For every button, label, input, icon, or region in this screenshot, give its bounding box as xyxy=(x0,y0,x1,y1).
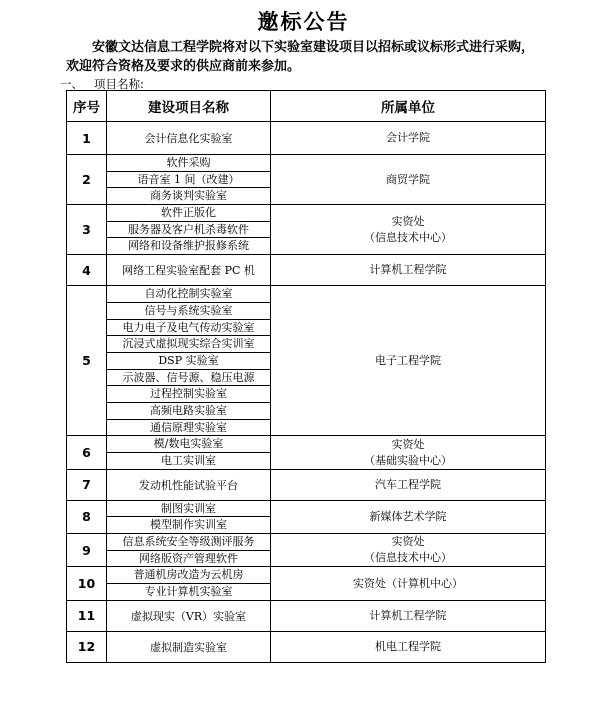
project-cell xyxy=(107,255,271,286)
project-name: 软件采购 xyxy=(166,156,211,169)
project-name: 服务器及客户机杀毒软件 xyxy=(107,221,270,238)
project-name: 示波器、信号源、稳压电源 xyxy=(107,369,270,386)
project-name: 软件正版化 xyxy=(161,206,216,220)
table-row xyxy=(67,567,546,600)
unit-name: （信息技术中心） xyxy=(364,230,452,244)
unit-name: 汽车工程学院 xyxy=(375,477,441,491)
project-name: 过程控制实验室 xyxy=(107,385,270,402)
project-name: 会计信息化实验室 xyxy=(144,132,233,145)
project-name: 普通机房改造为云机房 xyxy=(133,568,244,582)
project-cell xyxy=(107,500,271,533)
row-number: 12 xyxy=(67,631,107,662)
project-name: 虚拟现实（VR）实验室 xyxy=(130,609,247,623)
row-number: 9 xyxy=(67,534,107,567)
unit-cell xyxy=(271,500,546,533)
unit-cell xyxy=(271,600,546,631)
project-cell xyxy=(107,631,271,662)
table-row xyxy=(67,255,546,286)
project-name: 商务谈判实验室 xyxy=(107,187,270,204)
table-row xyxy=(67,500,546,533)
unit-cell xyxy=(271,469,546,500)
project-cell xyxy=(107,469,271,500)
unit-cell xyxy=(271,205,546,255)
row-number: 1 xyxy=(67,122,107,155)
section-label: 项目名称: xyxy=(94,77,144,91)
header-unit: 所属单位 xyxy=(271,91,546,122)
table-row xyxy=(67,436,546,469)
table-row xyxy=(67,534,546,567)
project-cell xyxy=(107,155,271,205)
project-name: 电工实训室 xyxy=(107,452,270,469)
project-name: 模型制作实训室 xyxy=(107,516,270,533)
project-name: 网络和设备维护报修系统 xyxy=(107,237,270,254)
table-row xyxy=(67,631,546,662)
row-number: 8 xyxy=(67,500,107,533)
project-name: 发动机性能试验平台 xyxy=(139,478,238,492)
unit-cell xyxy=(271,155,546,205)
row-number: 3 xyxy=(67,205,107,255)
unit-name: 实资处 xyxy=(391,535,425,549)
project-name: 网络版资产管理软件 xyxy=(107,550,270,567)
project-cell xyxy=(107,567,271,600)
project-name: 信号与系统实验室 xyxy=(107,302,270,319)
project-name: 专业计算机实验室 xyxy=(107,583,270,600)
row-number: 10 xyxy=(67,567,107,600)
project-table xyxy=(66,90,546,663)
unit-name: 电子工程学院 xyxy=(375,353,441,367)
project-cell xyxy=(107,600,271,631)
project-name: 电力电子及电气传动实验室 xyxy=(107,319,270,336)
table-row xyxy=(67,286,546,436)
row-number: 4 xyxy=(67,255,107,286)
intro-paragraph: 安徽文达信息工程学院将对以下实验室建设项目以招标或议标形式进行采购，欢迎符合资格及要求的供应商前来参加。 xyxy=(66,40,535,74)
unit-cell xyxy=(271,255,546,286)
table-row xyxy=(67,469,546,500)
section-number: 一、 xyxy=(60,77,83,91)
project-name: 信息系统安全等级测评服务 xyxy=(122,535,255,549)
unit-name: 机电工程学院 xyxy=(375,639,441,653)
unit-cell xyxy=(271,286,546,436)
header-project: 建设项目名称 xyxy=(107,91,271,122)
table-header-row xyxy=(67,91,546,122)
page-title: 邀标公告 xyxy=(257,10,350,34)
table-row xyxy=(67,205,546,255)
project-name: 沉浸式虚拟现实综合实训室 xyxy=(107,335,270,352)
unit-name: 会计学院 xyxy=(386,131,430,144)
project-cell xyxy=(107,205,271,255)
unit-name: 新媒体艺术学院 xyxy=(369,509,447,523)
project-name: DSP 实验室 xyxy=(107,352,270,369)
unit-name: 计算机工程学院 xyxy=(369,608,447,622)
row-number: 2 xyxy=(67,155,107,205)
project-cell xyxy=(107,122,271,155)
project-name: 自动化控制实验室 xyxy=(144,287,233,301)
row-number: 7 xyxy=(67,469,107,500)
table-row xyxy=(67,600,546,631)
unit-name: 商贸学院 xyxy=(386,172,430,186)
table-row xyxy=(67,122,546,155)
project-cell xyxy=(107,436,271,469)
header-number: 序号 xyxy=(67,91,107,122)
row-number: 11 xyxy=(67,600,107,631)
unit-cell xyxy=(271,567,546,600)
project-name: 模/数电实验室 xyxy=(153,437,224,451)
project-cell xyxy=(107,534,271,567)
unit-cell xyxy=(271,631,546,662)
unit-name: （信息技术中心） xyxy=(364,551,452,565)
project-name: 制图实训室 xyxy=(161,501,216,515)
unit-cell xyxy=(271,436,546,469)
project-name: 通信原理实验室 xyxy=(107,419,270,436)
unit-name: 计算机工程学院 xyxy=(369,263,447,277)
unit-cell xyxy=(271,534,546,567)
project-cell xyxy=(107,286,271,436)
row-number: 5 xyxy=(67,286,107,436)
unit-name: （基础实验中心） xyxy=(364,453,452,467)
unit-name: 实资处 xyxy=(391,214,425,228)
row-number: 6 xyxy=(67,436,107,469)
project-name: 语音室 1 间（改建） xyxy=(107,171,270,188)
unit-name: 实资处（计算机中心） xyxy=(353,576,463,590)
table-row xyxy=(67,155,546,205)
unit-name: 实资处 xyxy=(391,437,425,451)
project-name: 高频电路实验室 xyxy=(107,402,270,419)
project-name: 网络工程实验室配套 PC 机 xyxy=(122,264,255,278)
project-name: 虚拟制造实验室 xyxy=(150,640,227,654)
unit-cell xyxy=(271,122,546,155)
